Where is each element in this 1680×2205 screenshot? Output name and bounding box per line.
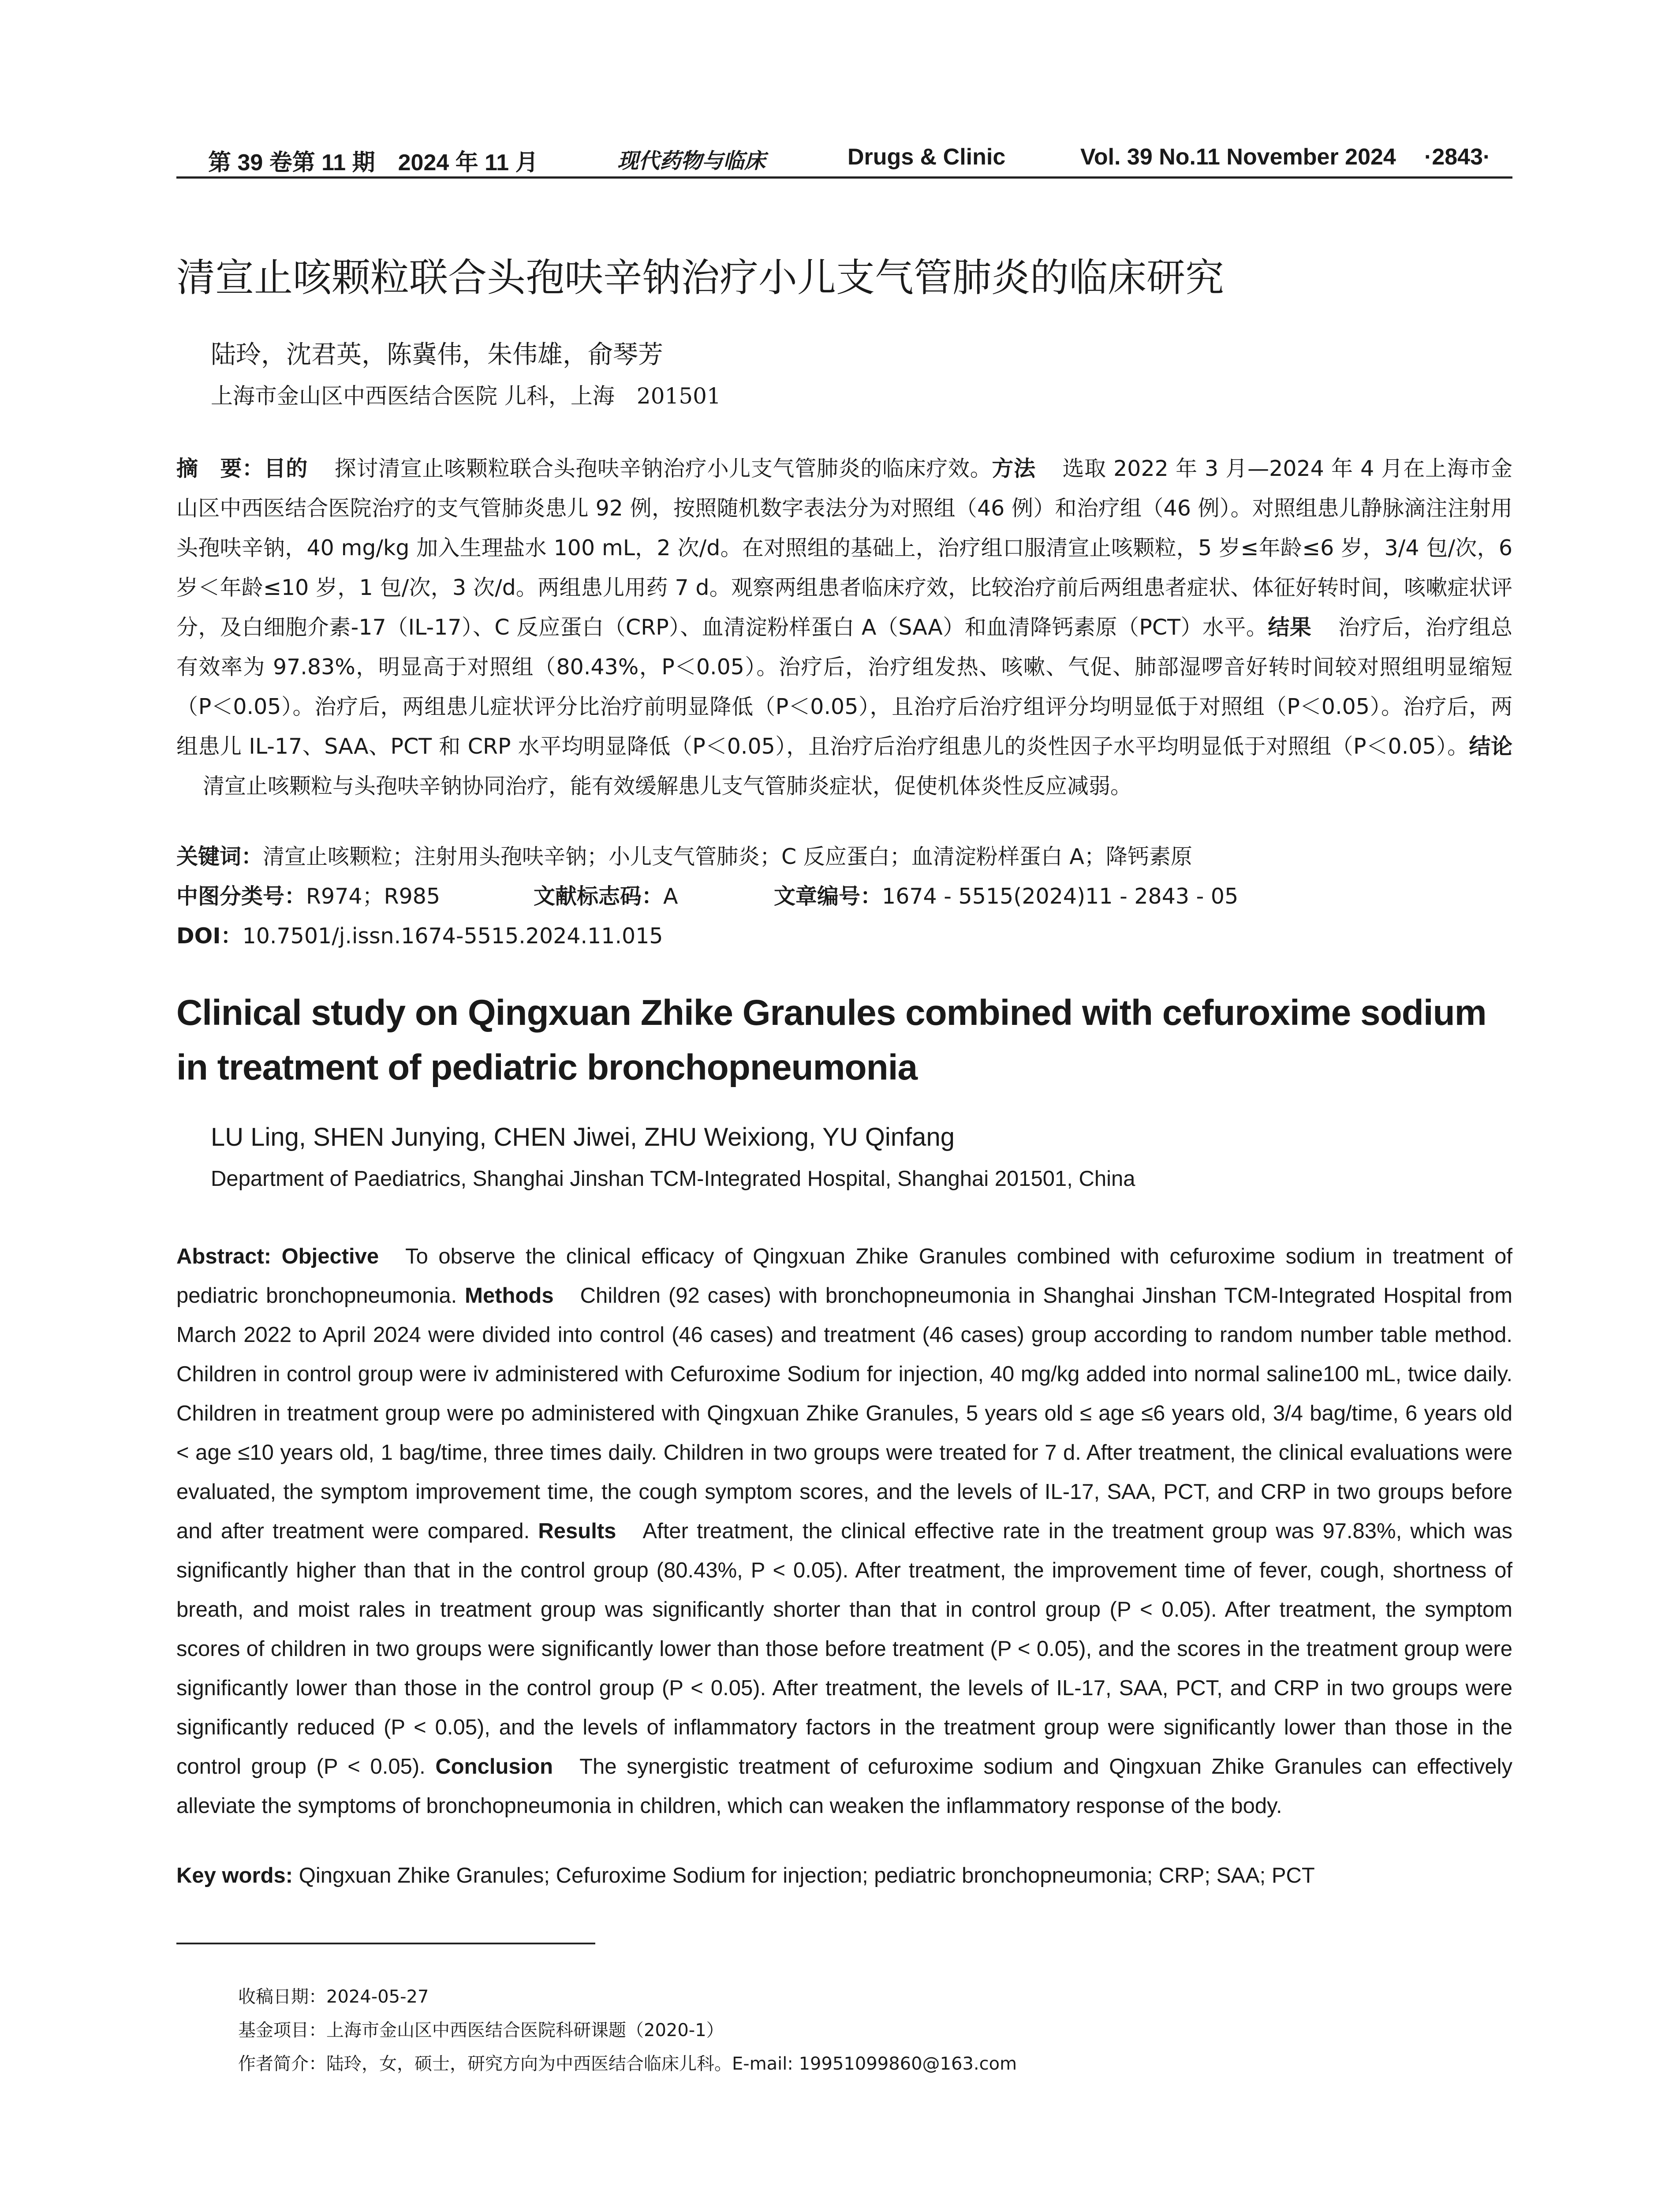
footnote-received: 收稿日期：2024-05-27	[238, 1987, 429, 2007]
doi-label: DOI：	[176, 923, 243, 949]
doc-code-value: A	[663, 884, 678, 909]
conclusion-text-cn: 清宣止咳颗粒与头孢呋辛钠协同治疗，能有效缓解患儿支气管肺炎症状，促使机体炎性反应减弱。	[203, 774, 1132, 799]
footnote-author: 作者简介：陆玲，女，硕士，研究方向为中西医结合临床儿科。E-mail: 19951099860@163.com	[238, 2054, 1017, 2074]
doc-code-label: 文献标志码：	[534, 884, 664, 909]
header-issue-cn: 第 39 卷第 11 期 2024 年 11 月	[208, 150, 538, 176]
footnote-fund: 基金项目：上海市金山区中西医结合医院科研课题（2020-1）	[238, 2020, 724, 2041]
doi-value: 10.7501/j.issn.1674-5515.2024.11.015	[242, 923, 663, 949]
clc-label: 中图分类号：	[176, 884, 306, 909]
keywords-text-cn: 清宣止咳颗粒；注射用头孢呋辛钠；小儿支气管肺炎；C 反应蛋白；血清淀粉样蛋白 A；降钙素原	[263, 844, 1192, 869]
header-journal-en: Drugs & Clinic	[847, 144, 1006, 170]
objective-label-en: Objective	[281, 1245, 379, 1268]
authors-en: LU Ling, SHEN Junying, CHEN Jiwei, ZHU Weixiong, YU Qinfang	[211, 1123, 955, 1151]
methods-text-cn: 选取 2022 年 3 月—2024 年 4 月在上海市金山区中西医结合医院治疗的支气管肺炎患儿 92 例，按照随机数字表法分为对照组（46 例）和治疗组（46 例）。对照组患儿静脉滴注注射用头孢呋辛钠，40 mg/kg 加入生理盐水 100 mL，2 次/d。在对照组的基础上，治疗组口服清宣止咳颗粒，5 岁≤年龄≤6 岁，3/4 包/次，6 岁＜年龄≤10 岁，1 包/次，3 次/d。两组患儿用药 7 d。观察两组患者临床疗效，比较治疗前后两组患者症状、体征好转时间，咳嗽症状评分，及白细胞介素-17（IL-17）、C 反应蛋白（CRP）、血清淀粉样蛋白 A（SAA）和血清降钙素原（PCT）水平。	[176, 456, 1512, 640]
methods-label-en: Methods	[465, 1284, 554, 1308]
abstract-en	[176, 1237, 1512, 1826]
results-text-en: After treatment, the clinical effective rate in the treatment group was 97.83%, which was significantly higher than that in the control group (80.43%, P < 0.05). After treatment, the improvement time of fever, cough, shortness of breath, and moist rales in treatment group was significantly shorter than that in control group (P < 0.05). After treatment, the symptom scores of children in two groups were significantly lower than those before treatment (P < 0.05), and the scores in the treatment group were significantly lower than those in the control group (P < 0.05). After treatment, the levels of IL-17, SAA, PCT, and CRP in two groups were significantly reduced (P < 0.05), and the levels of inflammatory factors in the treatment group were significantly lower than those in the control group (P < 0.05).	[176, 1519, 1512, 1779]
objective-text-cn: 探讨清宣止咳颗粒联合头孢呋辛钠治疗小儿支气管肺炎的临床疗效。	[334, 456, 992, 481]
conclusion-text-en: The synergistic treatment of cefuroxime sodium and Qingxuan Zhike Granules can effectively alleviate the symptoms of bronchopneumonia in children, which can weaken the inflammatory response of the body.	[176, 1755, 1512, 1818]
abstract-label-cn: 摘 要：	[176, 456, 264, 481]
keywords-label-en: Key words:	[176, 1864, 293, 1887]
affiliation-cn: 上海市金山区中西医结合医院 儿科，上海 201501	[211, 383, 721, 409]
conclusion-label-en: Conclusion	[435, 1755, 553, 1779]
keywords-label-cn: 关键词：	[176, 844, 263, 869]
running-header	[176, 140, 1512, 179]
keywords-en	[176, 1863, 1512, 1888]
methods-text-en: Children (92 cases) with bronchopneumonia in Shanghai Jinshan TCM-Integrated Hospital from March 2022 to April 2024 were divided into control (46 cases) and treatment (46 cases) group according to random number table method. Children in control group were iv administered with Cefuroxime Sodium for injection, 40 mg/kg added into normal saline100 mL, twice daily. Children in treatment group were po administered with Qingxuan Zhike Granules, 5 years old ≤ age ≤6 years old, 3/4 bag/time, 6 years old < age ≤10 years old, 1 bag/time, three times daily. Children in two groups were treated for 7 d. After treatment, the clinical evaluations were evaluated, the symptom improvement time, the cough symptom scores, and the levels of IL-17, SAA, PCT, and CRP in two groups before and after treatment were compared.	[176, 1284, 1513, 1543]
header-page-number: ·2843·	[1424, 144, 1491, 170]
methods-label-cn: 方法	[992, 456, 1036, 481]
footnotes	[238, 1980, 1017, 2081]
authors-cn: 陆玲，沈君英，陈冀伟，朱伟雄，俞琴芳	[211, 340, 663, 369]
abstract-label-en: Abstract:	[176, 1245, 272, 1268]
clc-value: R974；R985	[306, 884, 441, 909]
article-title-en: Clinical study on Qingxuan Zhike Granules combined with cefuroxime sodium in treatment of pediatric bronchopneumonia	[176, 993, 1486, 1088]
keywords-text-en: Qingxuan Zhike Granules; Cefuroxime Sodium for injection; pediatric bronchopneumonia; CRP; SAA; PCT	[299, 1864, 1315, 1887]
article-no-value: 1674 - 5515(2024)11 - 2843 - 05	[882, 884, 1239, 909]
article-title-cn: 清宣止咳颗粒联合头孢呋辛钠治疗小儿支气管肺炎的临床研究	[176, 255, 1225, 300]
results-label-cn: 结果	[1268, 615, 1312, 640]
objective-text-en: To observe the clinical efficacy of Qingxuan Zhike Granules combined with cefuroxime sodium in treatment of pediatric bronchopneumonia.	[176, 1245, 1512, 1308]
conclusion-label-cn: 结论	[1469, 734, 1512, 759]
doi-row	[176, 916, 1192, 956]
classification-row	[176, 877, 1239, 916]
results-text-cn: 治疗后，治疗组总有效率为 97.83%，明显高于对照组（80.43%，P＜0.05）。治疗后，治疗组发热、咳嗽、气促、肺部湿啰音好转时间较对照组明显缩短（P＜0.05）。治疗后，两组患儿症状评分比治疗前明显降低（P＜0.05），且治疗后治疗组评分均明显低于对照组（P＜0.05）。治疗后，两组患儿 IL-17、SAA、PCT 和 CRP 水平均明显降低（P＜0.05），且治疗后治疗组患儿的炎性因子水平均明显低于对照组（P＜0.05）。	[176, 615, 1512, 759]
footnote-divider	[176, 1943, 595, 1944]
objective-label-cn: 目的	[264, 456, 308, 481]
article-no-label: 文章编号：	[774, 884, 882, 909]
keywords-cn	[176, 837, 1192, 877]
results-label-en: Results	[538, 1519, 616, 1543]
article-metadata-cn	[176, 837, 1239, 956]
abstract-cn	[176, 449, 1512, 806]
header-journal-cn: 现代药物与临床	[617, 149, 766, 173]
affiliation-en: Department of Paediatrics, Shanghai Jinshan TCM-Integrated Hospital, Shanghai 201501, China	[211, 1167, 1135, 1191]
header-issue-en: Vol. 39 No.11 November 2024	[1080, 144, 1396, 170]
